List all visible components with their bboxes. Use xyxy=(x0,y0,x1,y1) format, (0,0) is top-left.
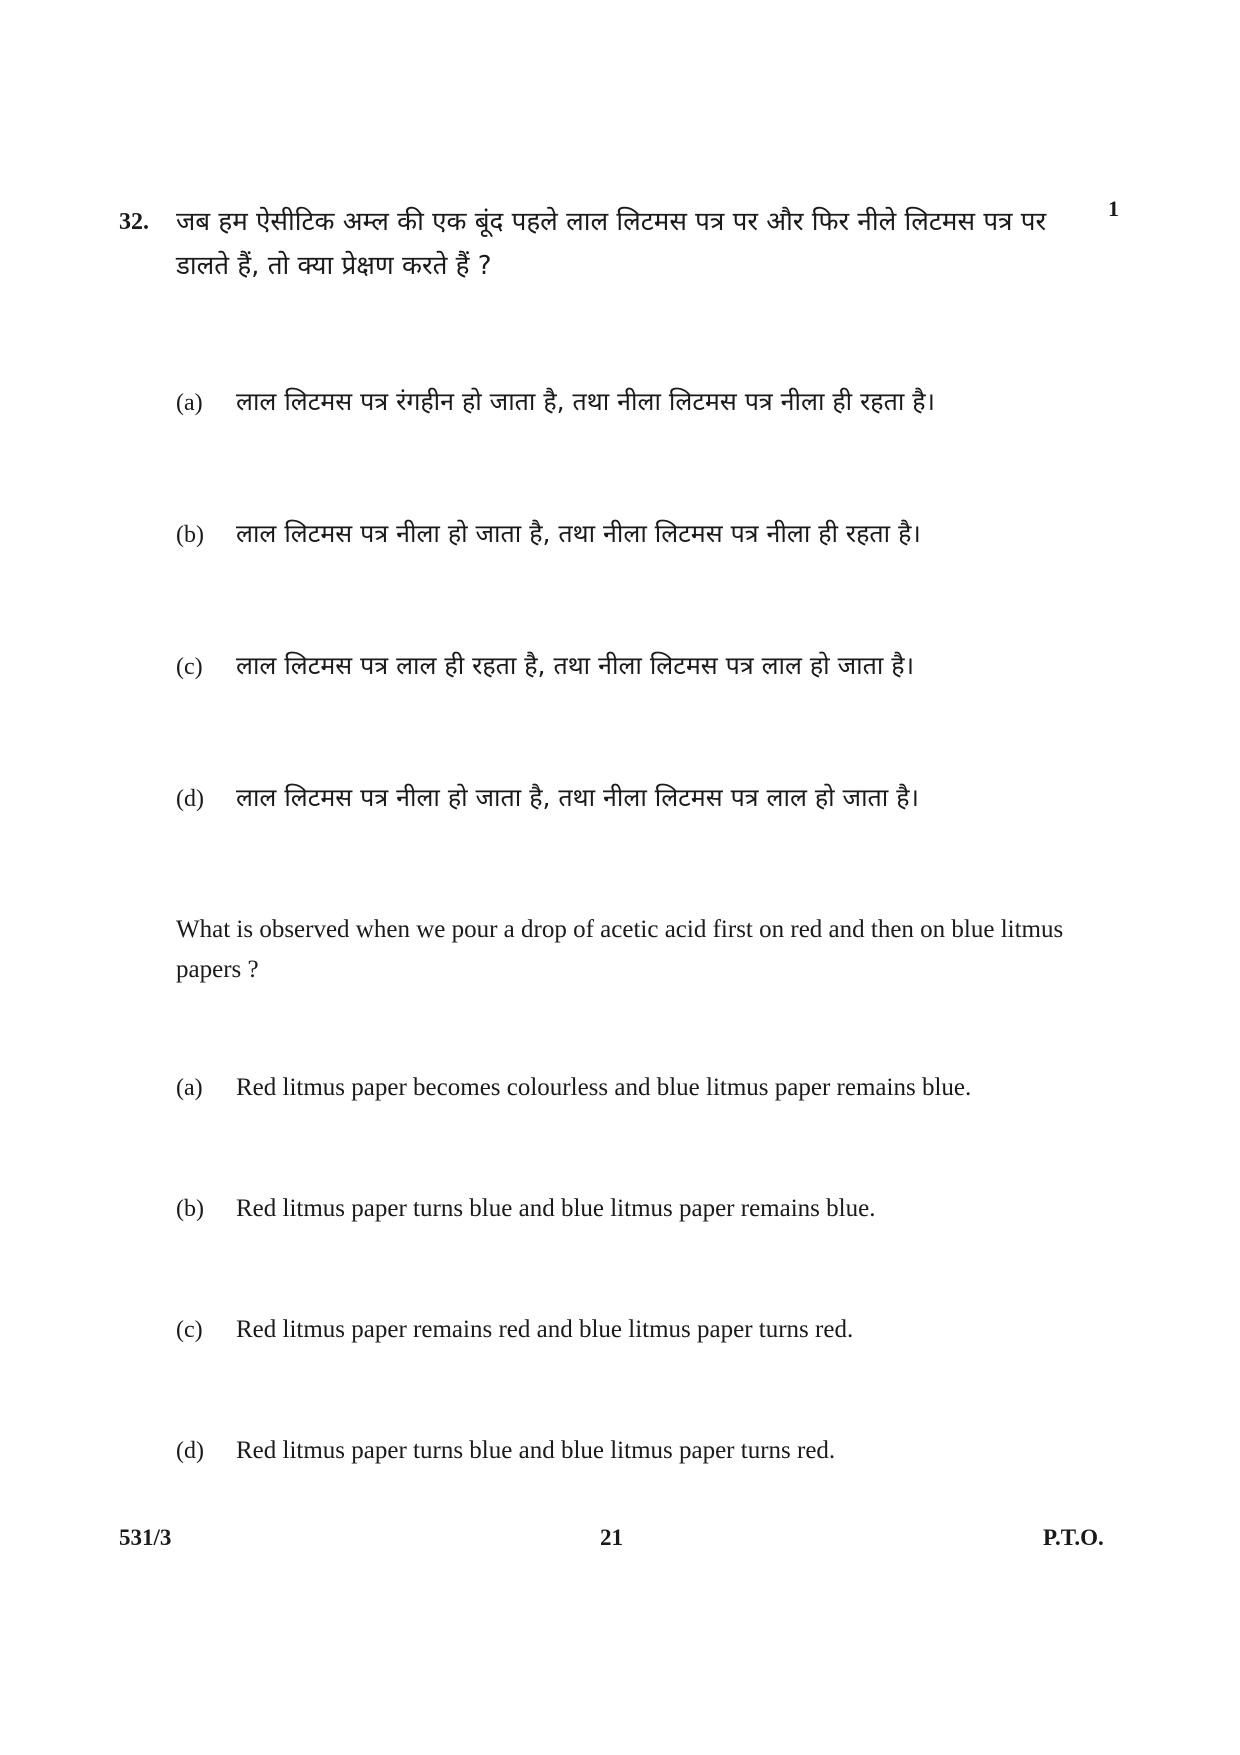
paper-code: 531/3 xyxy=(119,1525,172,1550)
question-marks: 1 xyxy=(1108,196,1119,221)
option-label: (a) xyxy=(176,1075,203,1101)
hindi-option-c xyxy=(176,648,1136,682)
option-text: लाल लिटमस पत्र लाल ही रहता है, तथा नीला लिटमस पत्र लाल हो जाता है। xyxy=(236,651,915,680)
question-text-hindi: जब हम ऐसीटिक अम्ल की एक बूंद पहले लाल लिटमस पत्र पर और फिर नीले लिटमस पत्र पर डालते हैं, तो क्या प्रेक्षण करते हैं ? xyxy=(176,207,1047,281)
option-text: Red litmus paper turns blue and blue litmus paper remains blue. xyxy=(236,1195,876,1222)
option-text: Red litmus paper turns blue and blue litmus paper turns red. xyxy=(236,1437,836,1464)
option-label: (c) xyxy=(176,1317,203,1343)
option-label: (d) xyxy=(176,1438,204,1464)
option-text: लाल लिटमस पत्र रंगहीन हो जाता है, तथा नीला लिटमस पत्र नीला ही रहता है। xyxy=(236,387,936,416)
option-label: (c) xyxy=(176,654,203,680)
option-text: Red litmus paper remains red and blue litmus paper turns red. xyxy=(236,1316,854,1343)
english-option-a xyxy=(176,1074,1136,1102)
hindi-option-d xyxy=(176,780,1136,814)
option-label: (b) xyxy=(176,522,204,548)
option-text: लाल लिटमस पत्र नीला हो जाता है, तथा नीला लिटमस पत्र नीला ही रहता है। xyxy=(236,519,921,548)
hindi-option-a xyxy=(176,384,1136,418)
question-text-english: What is observed when we pour a drop of acetic acid first on red and then on blue litmus papers ? xyxy=(176,916,1064,983)
question-number: 32. xyxy=(119,209,149,235)
hindi-option-b xyxy=(176,516,1136,550)
option-text: लाल लिटमस पत्र नीला हो जाता है, तथा नीला लिटमस पत्र लाल हो जाता है। xyxy=(236,783,919,812)
english-option-d xyxy=(176,1437,1136,1465)
option-text: Red litmus paper becomes colourless and blue litmus paper remains blue. xyxy=(236,1074,972,1101)
option-label: (b) xyxy=(176,1196,204,1222)
english-option-b xyxy=(176,1195,1136,1223)
page-number: 21 xyxy=(600,1525,623,1550)
option-label: (a) xyxy=(176,390,203,416)
please-turn-over: P.T.O. xyxy=(1043,1525,1104,1550)
english-option-c xyxy=(176,1316,1136,1344)
option-label: (d) xyxy=(176,786,204,812)
